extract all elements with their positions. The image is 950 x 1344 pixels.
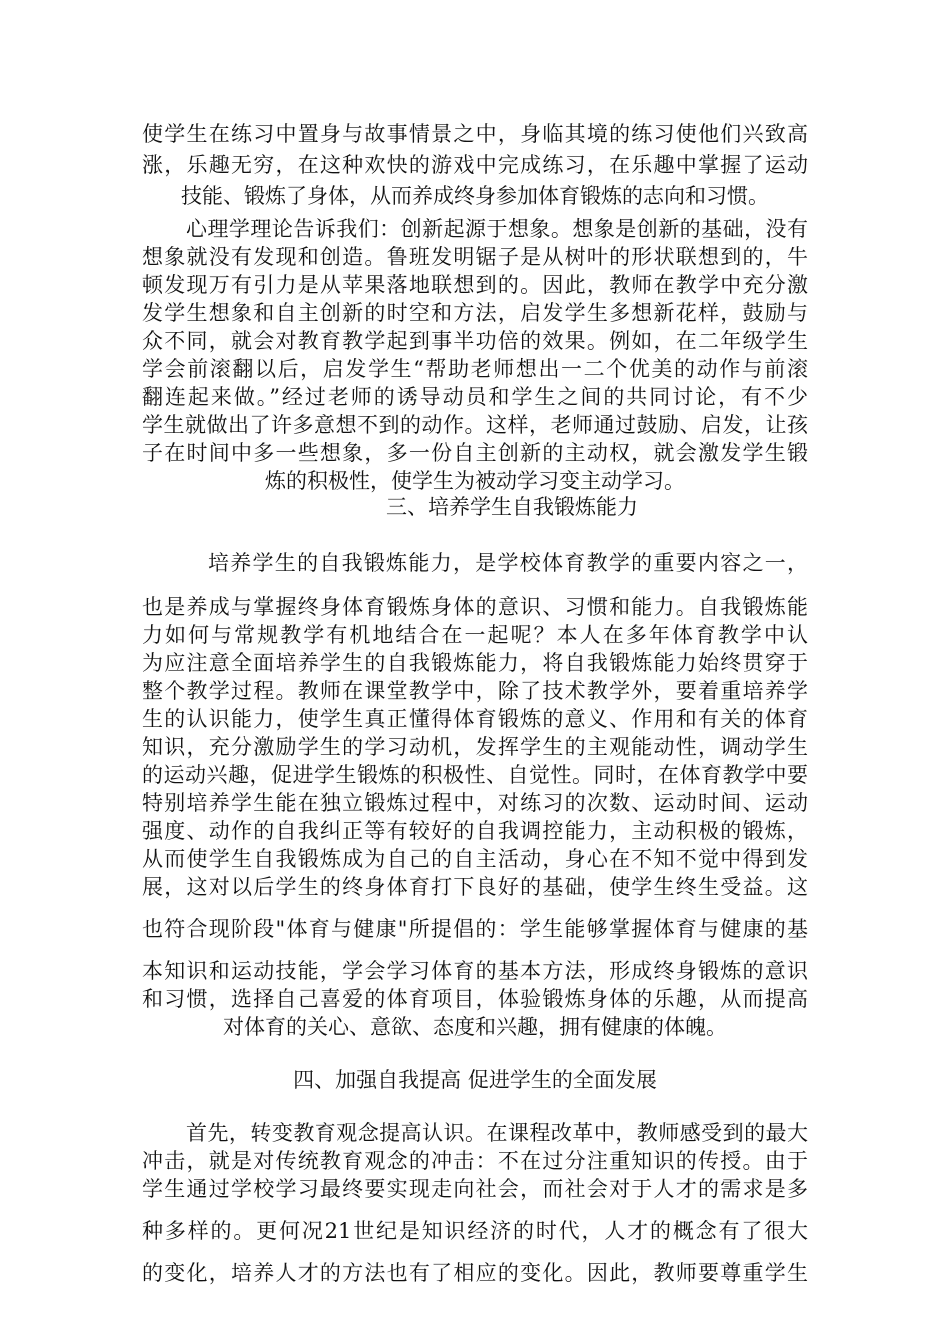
text-line: 子在时间中多一些想象，多一份自主创新的主动权，就会激发学生锻 bbox=[142, 441, 808, 465]
text-line: 也符合现阶段"体育与健康"所提倡的：学生能够掌握体育与健康的基 bbox=[142, 917, 808, 941]
text-line: 想象就没有发现和创造。鲁班发明锯子是从树叶的形状联想到的，牛 bbox=[142, 245, 808, 269]
section-heading: 四、加强自我提高 促进学生的全面发展 bbox=[293, 1068, 657, 1092]
text-line: 知识，充分激励学生的学习动机，发挥学生的主观能动性，调动学生 bbox=[142, 735, 808, 759]
text-line: 力如何与常规教学有机地结合在一起呢？本人在多年体育教学中认 bbox=[142, 623, 808, 647]
text-line: 技能、锻炼了身体，从而养成终身参加体育锻炼的志向和习惯。 bbox=[181, 184, 769, 208]
text-line: 的变化，培养人才的方法也有了相应的变化。因此，教师要尊重学生 bbox=[142, 1261, 808, 1285]
text-line: 本知识和运动技能，学会学习体育的基本方法，形成终身锻炼的意识 bbox=[142, 959, 808, 983]
text-line: 为应注意全面培养学生的自我锻炼能力，将自我锻炼能力始终贯穿于 bbox=[142, 651, 808, 675]
text-line: 从而使学生自我锻炼成为自己的自主活动，身心在不知不觉中得到发 bbox=[142, 847, 808, 871]
text-line: 对体育的关心、意欲、态度和兴趣，拥有健康的体魄。 bbox=[223, 1015, 727, 1039]
text-line: 培养学生的自我锻炼能力，是学校体育教学的重要内容之一， bbox=[208, 551, 808, 575]
text-line: 强度、动作的自我纠正等有较好的自我调控能力，主动积极的锻炼， bbox=[142, 819, 808, 843]
text-line: 也是养成与掌握终身体育锻炼身体的意识、习惯和能力。自我锻炼能 bbox=[142, 595, 808, 619]
text-line: 心理学理论告诉我们：创新起源于想象。想象是创新的基础，没有 bbox=[186, 217, 808, 241]
text-line: 整个教学过程。教师在课堂教学中，除了技术教学外，要着重培养学 bbox=[142, 679, 808, 703]
text-line: 学生通过学校学习最终要实现走向社会，而社会对于人才的需求是多 bbox=[142, 1177, 808, 1201]
text-line: 生的认识能力，使学生真正懂得体育锻炼的意义、作用和有关的体育 bbox=[142, 707, 808, 731]
text-line: 涨，乐趣无穷，在这种欢快的游戏中完成练习，在乐趣中掌握了运动 bbox=[142, 153, 808, 177]
text-line: 首先，转变教育观念提高认识。在课程改革中，教师感受到的最大 bbox=[186, 1121, 808, 1145]
text-line: 冲击，就是对传统教育观念的冲击：不在过分注重知识的传授。由于 bbox=[142, 1149, 808, 1173]
text-line: 众不同，就会对教育教学起到事半功倍的效果。例如，在二年级学生 bbox=[142, 329, 808, 353]
text-line: 翻连起来做。”经过老师的诱导动员和学生之间的共同讨论，有不少 bbox=[142, 385, 808, 409]
text-line: 种多样的。更何况21世纪是知识经济的时代，人才的概念有了很大 bbox=[142, 1219, 808, 1243]
text-line: 特别培养学生能在独立锻炼过程中，对练习的次数、运动时间、运动 bbox=[142, 791, 808, 815]
text-line: 顿发现万有引力是从苹果落地联想到的。因此，教师在教学中充分激 bbox=[142, 273, 808, 297]
text-line: 发学生想象和自主创新的时空和方法，启发学生多想新花样，鼓励与 bbox=[142, 301, 808, 325]
text-line: 和习惯，选择自己喜爱的体育项目，体验锻炼身体的乐趣，从而提高 bbox=[142, 987, 808, 1011]
text-line: 炼的积极性，使学生为被动学习变主动学习。 bbox=[265, 469, 685, 493]
text-line: 展，这对以后学生的终身体育打下良好的基础，使学生终生受益。这 bbox=[142, 875, 808, 899]
section-heading: 三、培养学生自我锻炼能力 bbox=[386, 495, 638, 519]
text-line: 使学生在练习中置身与故事情景之中，身临其境的练习使他们兴致高 bbox=[142, 122, 808, 146]
text-line: 的运动兴趣，促进学生锻炼的积极性、自觉性。同时，在体育教学中要 bbox=[142, 763, 808, 787]
text-line: 学生就做出了许多意想不到的动作。这样，老师通过鼓励、启发，让孩 bbox=[142, 413, 808, 437]
text-line: 学会前滚翻以后，启发学生“帮助老师想出一二个优美的动作与前滚 bbox=[142, 357, 808, 381]
